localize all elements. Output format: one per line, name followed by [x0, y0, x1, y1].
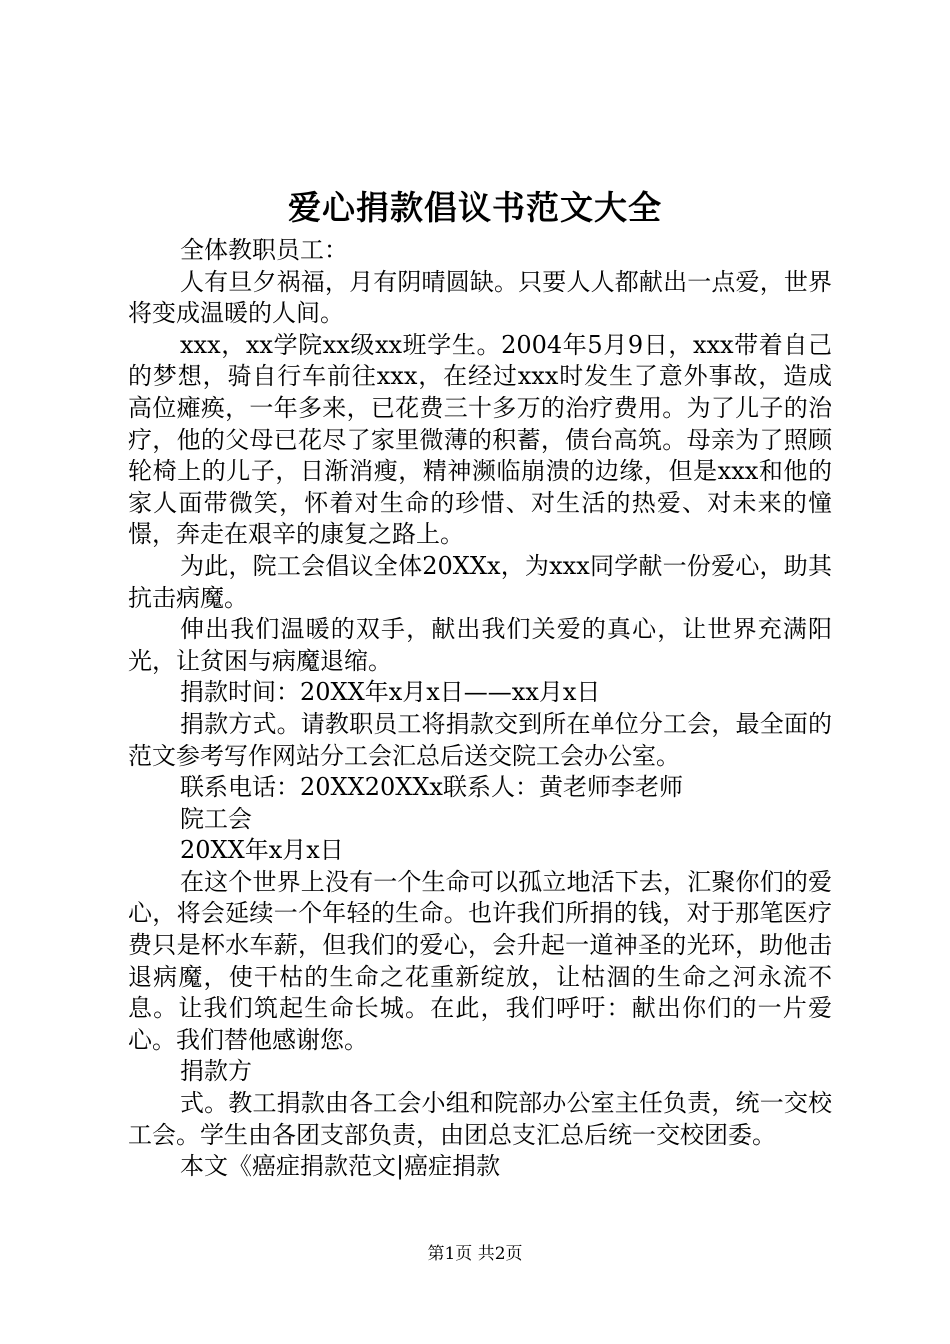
appeal-paragraph: 伸出我们温暖的双手，献出我们关爱的真心，让世界充满阳光，让贫困与病魔退缩。 — [128, 615, 832, 675]
donation-method-detail: 式。教工捐款由各工会小组和院部办公室主任负责，统一交校工会。学生由各团支部负责，由团总支汇总后统一交校团委。 — [128, 1089, 832, 1149]
story-paragraph: xxx，xx学院xx级xx班学生。2004年5月9日，xxx带着自己的梦想，骑自行车前往xxx，在经过xxx时发生了意外事故，造成高位瘫痪，一年多来，已花费三十多万的治疗费用。为了儿子的治疗，他的父母已花尽了家里微薄的积蓄，债台高筑。母亲为了照顾轮椅上的儿子，日渐消瘦，精神濒临崩溃的边缘，但是xxx和他的家人面带微笑，怀着对生命的珍惜、对生活的热爱、对未来的憧憬，奔走在艰辛的康复之路上。 — [128, 330, 832, 549]
salutation-paragraph: 全体教职员工： — [180, 236, 348, 264]
donation-method-paragraph: 捐款方式。请教职员工将捐款交到所在单位分工会，最全面的范文参考写作网站分工会汇总后送交院工会办公室。 — [128, 709, 832, 770]
initiative-paragraph: 为此，院工会倡议全体20XXx，为xxx同学献一份爱心，助其抗击病魔。 — [128, 551, 832, 612]
closing-paragraph: 在这个世界上没有一个生命可以孤立地活下去，汇聚你们的爱心，将会延续一个年轻的生命。也许我们所捐的钱，对于那笔医疗费只是杯水车薪，但我们的爱心，会升起一道神圣的光环，助他击退病魔，使干枯的生命之花重新绽放，让枯涸的生命之河永流不息。让我们筑起生命长城。在此，我们呼吁：献出你们的一片爱心。我们替他感谢您。 — [128, 867, 832, 1054]
donation-time-paragraph: 捐款时间：20XX年x月x日——xx月x日 — [180, 678, 601, 707]
document-title: 爱心捐款倡议书范文大全 — [288, 188, 662, 227]
signature-org: 院工会 — [180, 804, 252, 833]
donation-method-heading: 捐款方 — [180, 1057, 252, 1086]
intro-paragraph: 人有旦夕祸福，月有阴晴圆缺。只要人人都献出一点爱，世界将变成温暖的人间。 — [128, 267, 832, 328]
source-note: 本文《癌症捐款范文|癌症捐款 — [180, 1152, 501, 1181]
signature-date: 20XX年x月x日 — [180, 836, 344, 865]
page-number-footer: 第1页 共2页 — [427, 1244, 523, 1264]
document-body — [128, 235, 832, 1183]
contact-paragraph: 联系电话：20XX20XXx联系人：黄老师李老师 — [180, 773, 683, 802]
